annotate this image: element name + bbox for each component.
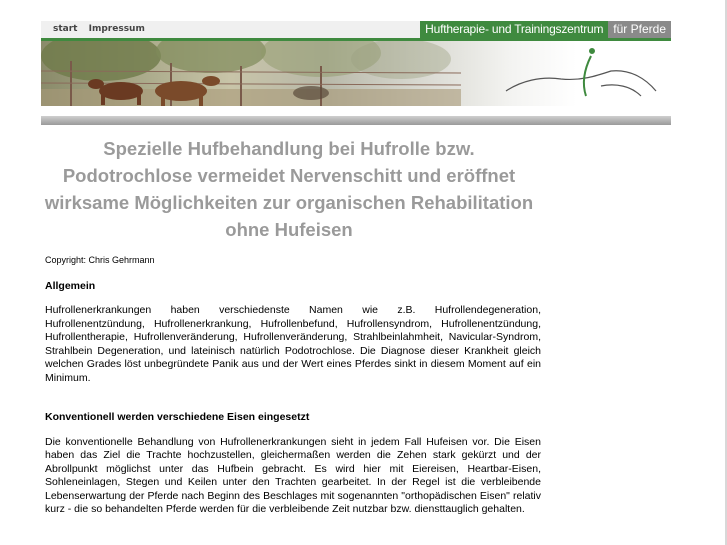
section-text-konventionell: Die konventionelle Behandlung von Hufrollenerkrankungen sieht in jedem Fall Hufeisen vor. Die Eisen haben das Ziel die Trachte hochzustellen, gleichermaßen werden die Zehen stark gekürzt und der Abrollpunkt möglichst unter das Hufbein gebracht. Es wird hier mit Eiereisen, Heartbar-Eisen, Sohleneinlagen, Stegen und Keilen unter den Trachten gearbeitet. In der Regel ist die verbleibende Lebenserwartung der Pferde nach Beginn des Beschlages mit sogenannten "orthopädischen Eisen" relativ kurz - die so behandelten Pferde werden für die verbleibende Zeit nutzbar bzw. diensttauglich gehalten.	[45, 435, 541, 515]
main-content	[45, 254, 541, 517]
section-text-allgemein: Hufrollenerkrankungen haben verschiedenste Namen wie z.B. Hufrollendegeneration, Hufrollenentzündung, Hufrollenerkrankung, Hufrollenbefund, Hufrollensyndrom, Hufrollenentzündung, Hufrollentherapie, Hufrollenveränderung, Hufrollenveränderung, Strahlbeinlahmheit, Navicular-Syndrom, Strahlbein Degeneration, und lateinisch natürlich Podotrochlose. Die Diagnose dieser Krankheit gleich welchen Grades löst unbegründete Panik aus und der Wert eines Pferdes sinkt in diesem Moment auf ein Minimum.	[45, 304, 541, 384]
copyright-text: Copyright: Chris Gehrmann	[45, 255, 155, 265]
nav-link-impressum[interactable]: Impressum	[88, 24, 145, 34]
content-divider	[41, 116, 671, 125]
site-title-main: Huftherapie- und Trainingszentrum	[420, 21, 608, 38]
site-title	[420, 21, 671, 38]
horses-photo	[41, 41, 671, 106]
header-banner-image	[41, 41, 671, 106]
header-bar	[41, 21, 671, 38]
top-nav	[53, 24, 153, 34]
site-title-suffix: für Pferde	[608, 21, 671, 38]
section-title-konventionell: Konventionell werden verschiedene Eisen eingesetzt	[45, 411, 310, 423]
page-headline: Spezielle Hufbehandlung bei Hufrolle bzw. Podotrochlose vermeidet Nervenschitt und eröffnet wirksame Möglichkeiten zur organischen Rehabilitation ohne Hufeisen	[44, 138, 534, 240]
section-title-allgemein: Allgemein	[45, 279, 96, 292]
nav-link-start[interactable]: start	[53, 24, 78, 34]
